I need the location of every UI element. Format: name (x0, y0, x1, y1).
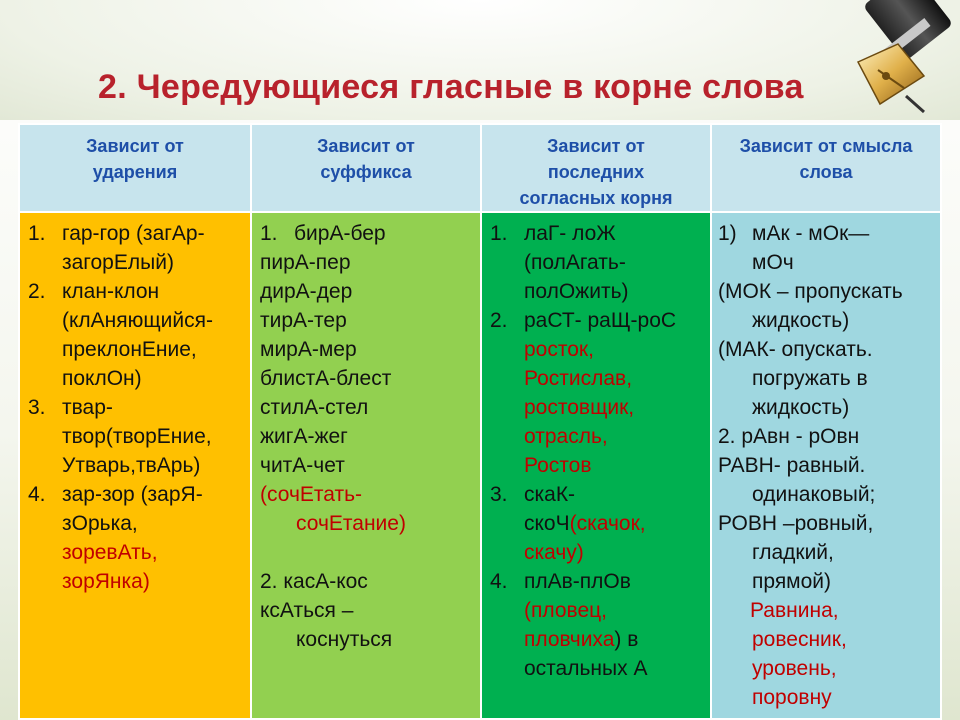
item-example: Равнина, (750, 599, 839, 622)
item-text: полОжить) (524, 280, 629, 303)
item-example: уровень, (752, 657, 837, 680)
item-text: пирА-пер (260, 251, 351, 274)
header-consonants-line: согласных корня (519, 188, 673, 208)
list-item (490, 480, 706, 509)
item-text: загорЕлый) (62, 251, 174, 274)
column-stress (20, 213, 250, 718)
item-example: (пловец, (524, 599, 607, 622)
item-number: 4. (28, 483, 46, 506)
column-consonants (482, 213, 710, 718)
item-text: коснуться (296, 628, 393, 651)
list-item (260, 219, 476, 248)
item-text: жидкость) (752, 309, 850, 332)
header-meaning-line: слова (799, 162, 853, 182)
header-suffix-line: Зависит от (317, 136, 415, 156)
item-example: ровесник, (752, 628, 847, 651)
header-meaning-line: Зависит от смысла (739, 136, 913, 156)
list-item (260, 567, 476, 596)
item-text: клан-клон (62, 280, 160, 303)
column-suffix (252, 213, 480, 718)
item-text: зОрька, (62, 512, 138, 535)
item-text: плАв-плОв (524, 570, 631, 593)
item-number: 2. (260, 570, 278, 593)
item-text: ) в (614, 628, 639, 651)
list-item: 2. рАвн - рОвн (718, 425, 860, 448)
item-text: (МОК – пропускать (718, 280, 903, 303)
item-text: раСТ- раЩ-роС (524, 309, 677, 332)
item-text: касА-кос (283, 570, 368, 593)
item-text (490, 625, 706, 654)
item-text: твар- (62, 396, 113, 419)
item-example: Ростислав, (524, 367, 633, 390)
item-text: твор(творЕние, (62, 425, 212, 448)
header-suffix-line: суффикса (320, 162, 412, 182)
item-text: прямой) (752, 570, 832, 593)
item-text: (клАняющийся- (62, 309, 213, 332)
item-text: блистА-блест (260, 367, 392, 390)
item-text: (МАК- опускать. (718, 338, 873, 361)
header-consonants (482, 125, 710, 211)
item-number: 4. (490, 570, 508, 593)
fountain-pen-icon (820, 0, 960, 120)
item-text: мирА-мер (260, 338, 357, 361)
item-example: Ростов (524, 454, 592, 477)
item-text: жигА-жег (260, 425, 348, 448)
item-text: преклонЕние, (62, 338, 197, 361)
item-number: 2. (28, 280, 46, 303)
item-text: дирА-дер (260, 280, 353, 303)
list-item (490, 567, 706, 596)
item-example: скачу) (524, 541, 584, 564)
item-text: Утварь,твАрь) (62, 454, 201, 477)
item-text: лаГ- лоЖ (524, 222, 616, 245)
slide-title: 2. Чередующиеся гласные в корне слова (98, 68, 804, 106)
item-text: РОВН –ровный, (718, 512, 874, 535)
item-number: 3. (28, 396, 46, 419)
item-text: жидкость) (752, 396, 850, 419)
item-text: стилА-стел (260, 396, 369, 419)
alternation-table (18, 123, 942, 720)
item-text: зар-зор (зарЯ- (62, 483, 203, 506)
column-meaning (712, 213, 940, 718)
item-text: читА-чет (260, 454, 345, 477)
list-item (28, 277, 246, 306)
spacer (260, 538, 476, 567)
header-suffix (252, 125, 480, 211)
item-example: пловчиха (524, 628, 615, 651)
item-text: ксАться – (260, 599, 354, 622)
item-text: тирА-тер (260, 309, 347, 332)
item-text: гладкий, (752, 541, 834, 564)
item-text: мОч (752, 251, 794, 274)
item-number: 3. (490, 483, 508, 506)
item-number: 1) (718, 222, 737, 245)
item-text: остальных А (524, 657, 648, 680)
item-example: поровну (752, 686, 832, 709)
item-example: (скачок, (569, 512, 646, 535)
item-text: скоЧ (524, 512, 570, 535)
item-number: 1. (490, 222, 508, 245)
item-text: погружать в (752, 367, 868, 390)
item-example: зорЯнка) (62, 570, 150, 593)
item-example: отрасль, (524, 425, 608, 448)
list-item (28, 480, 246, 509)
list-item (28, 393, 246, 422)
header-consonants-line: последних (547, 162, 645, 182)
item-text: одинаковый; (752, 483, 876, 506)
header-stress-line: Зависит от (86, 136, 184, 156)
header-consonants-line: Зависит от (547, 136, 645, 156)
item-text (490, 509, 706, 538)
item-text: мАк - мОк— (752, 222, 870, 245)
header-stress-line: ударения (92, 162, 178, 182)
list-item (28, 219, 246, 248)
list-item (490, 219, 706, 248)
item-example: ростовщик, (524, 396, 635, 419)
header-stress (20, 125, 250, 211)
list-item (490, 306, 706, 335)
item-number: 2. (490, 309, 508, 332)
item-text: скаК- (524, 483, 576, 506)
item-text: гар-гор (загАр- (62, 222, 205, 245)
item-number: 1. (260, 222, 278, 245)
item-example: (сочЕтать- (260, 483, 363, 506)
item-example: сочЕтание) (296, 512, 406, 535)
item-text: (полАгать- (524, 251, 626, 274)
header-meaning (712, 125, 940, 211)
item-text: РАВН- равный. (718, 454, 866, 477)
item-example: зоревАть, (62, 541, 158, 564)
item-text: поклОн) (62, 367, 142, 390)
item-text: бирА-бер (294, 222, 386, 245)
item-example: росток, (524, 338, 594, 361)
item-number: 1. (28, 222, 46, 245)
list-item (718, 219, 936, 248)
